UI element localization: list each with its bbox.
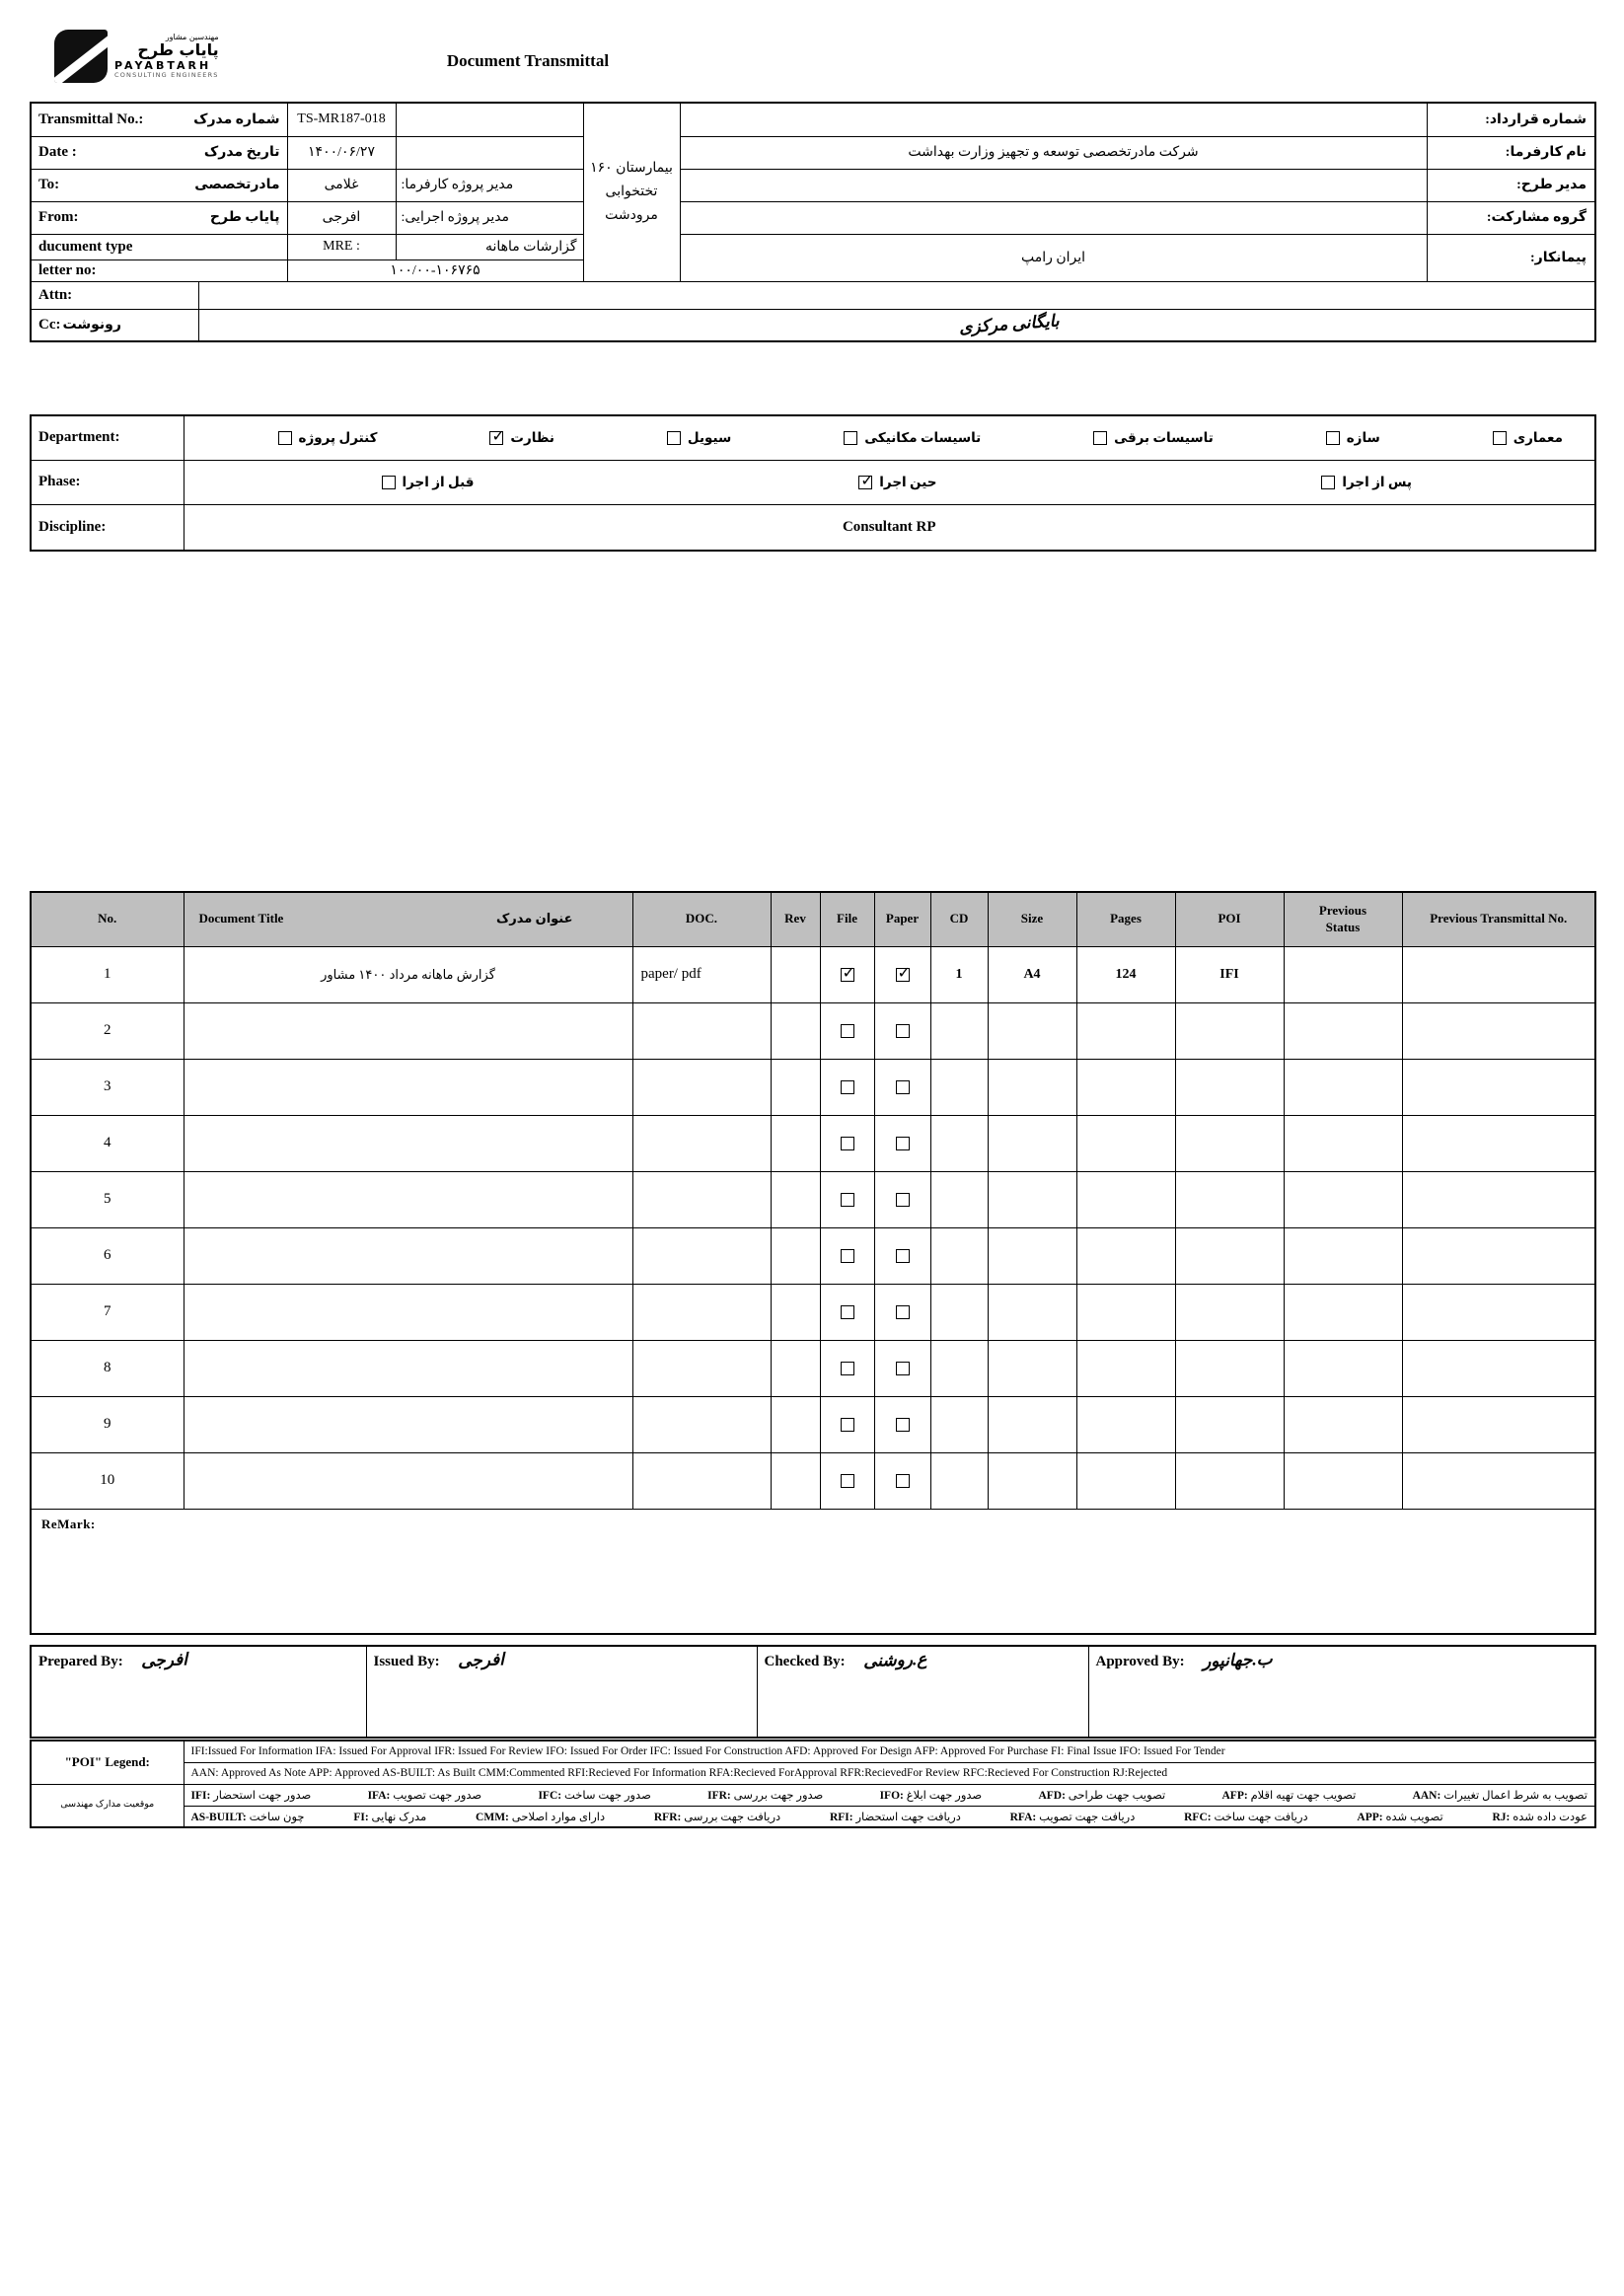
legend-item: FI: مدرک نهایی: [353, 1811, 427, 1823]
poi-legend-table: [30, 1740, 1596, 1828]
document-cell-poi: IFI: [1175, 946, 1284, 1002]
document-cell-size: [988, 1227, 1076, 1284]
department-checkbox[interactable]: [278, 431, 292, 445]
to-label: To:: [38, 177, 60, 192]
phase-option-label: قبل از اجرا: [402, 474, 475, 489]
poi-legend-fa-line2: [185, 1807, 1595, 1826]
col-header-prev-transmittal: Previous Transmittal No.: [1402, 892, 1595, 946]
document-cell-cd: [930, 1227, 988, 1284]
document-cell-title: [184, 1340, 632, 1396]
document-cell-prev-transmittal: [1402, 1284, 1595, 1340]
date-value: ۱۴۰۰/۰۶/۲۷: [287, 136, 396, 169]
document-cell-no: 5: [31, 1171, 184, 1227]
document-row: [31, 1340, 1595, 1396]
document-cell-paper: [874, 1059, 930, 1115]
document-cell-paper: [874, 1452, 930, 1509]
cc-value: [198, 309, 1595, 341]
legend-item: IFR: صدور جهت بررسی: [707, 1790, 824, 1802]
transmittal-no-label: Transmittal No.:: [38, 111, 144, 127]
document-cell-prev-status: [1284, 1227, 1402, 1284]
department-checkbox[interactable]: [489, 431, 503, 445]
document-cell-title: گزارش ماهانه مرداد ۱۴۰۰ مشاور: [184, 946, 632, 1002]
document-cell-rev: [771, 1452, 820, 1509]
department-checkbox[interactable]: [1493, 431, 1507, 445]
transmittal-info-table: [30, 102, 1596, 342]
approved-by-signature: ب.جهانپور: [1202, 1649, 1273, 1671]
document-cell-title: [184, 1002, 632, 1059]
col-header-poi: POI: [1175, 892, 1284, 946]
document-cell-rev: [771, 946, 820, 1002]
file-checkbox[interactable]: [841, 968, 854, 982]
empty-cell: [396, 136, 583, 169]
doctype-value-fa: گزارشات ماهانه: [396, 234, 583, 259]
file-checkbox[interactable]: [841, 1249, 854, 1263]
document-cell-prev-transmittal: [1402, 946, 1595, 1002]
document-cell-prev-transmittal: [1402, 1452, 1595, 1509]
document-cell-rev: [771, 1171, 820, 1227]
document-cell-size: [988, 1452, 1076, 1509]
paper-checkbox[interactable]: [896, 1362, 910, 1375]
document-cell-doc: [632, 1452, 771, 1509]
document-cell-rev: [771, 1284, 820, 1340]
contractor-value: ایران رامپ: [680, 234, 1427, 281]
document-cell-cd: [930, 1171, 988, 1227]
document-cell-doc: [632, 1059, 771, 1115]
document-cell-title: [184, 1227, 632, 1284]
document-row: [31, 1171, 1595, 1227]
poi-legend-fa-label: موقعیت مدارک مهندسی: [31, 1784, 184, 1827]
phase-checkbox[interactable]: [1321, 476, 1335, 489]
document-cell-doc: [632, 1115, 771, 1171]
document-cell-prev-transmittal: [1402, 1171, 1595, 1227]
document-cell-title: [184, 1284, 632, 1340]
remark-cell: [31, 1509, 1595, 1634]
document-cell-rev: [771, 1002, 820, 1059]
document-cell-cd: 1: [930, 946, 988, 1002]
document-cell-file: [820, 1227, 874, 1284]
discipline-label: Discipline:: [31, 504, 184, 551]
department-option: [1493, 430, 1563, 446]
document-cell-poi: [1175, 1284, 1284, 1340]
legend-item: RFC: دریافت جهت ساخت: [1184, 1811, 1308, 1823]
phase-option-label: پس از اجرا: [1342, 474, 1412, 489]
document-cell-poi: [1175, 1115, 1284, 1171]
document-cell-cd: [930, 1396, 988, 1452]
department-option: [489, 430, 554, 446]
legend-item: RFR: دریافت جهت بررسی: [653, 1811, 781, 1823]
document-cell-rev: [771, 1059, 820, 1115]
contractor-label: پیمانکار:: [1427, 234, 1595, 281]
document-cell-file: [820, 1452, 874, 1509]
jv-value: [680, 201, 1427, 234]
col-header-title-en: Document Title: [198, 911, 284, 926]
document-cell-doc: [632, 1340, 771, 1396]
contract-no-value: [680, 103, 1427, 136]
document-cell-cd: [930, 1115, 988, 1171]
file-checkbox[interactable]: [841, 1418, 854, 1432]
legend-item: AS-BUILT: چون ساخت: [190, 1811, 305, 1823]
issued-by-signature: افرجی: [457, 1650, 504, 1670]
contract-no-label: شماره قرارداد:: [1427, 103, 1595, 136]
document-cell-file: [820, 1002, 874, 1059]
legend-item: CMM: دارای موارد اصلاحی: [476, 1811, 606, 1823]
logo-en-sub: CONSULTING ENGINEERS: [114, 71, 219, 80]
paper-checkbox[interactable]: [896, 1474, 910, 1488]
legend-item: AFD: تصویب جهت طراحی: [1038, 1790, 1166, 1802]
document-cell-pages: [1076, 1059, 1175, 1115]
checked-by-label: Checked By:: [764, 1654, 846, 1669]
phase-options: [185, 475, 1595, 490]
legend-item: AAN: تصویب به شرط اعمال تغییرات: [1412, 1790, 1587, 1802]
logo-mark-icon: [54, 30, 108, 83]
document-row: [31, 1115, 1595, 1171]
from-role: مدیر پروژه اجرایی:: [396, 201, 583, 234]
doctype-label: ducument type: [38, 238, 133, 255]
col-header-pages: Pages: [1076, 892, 1175, 946]
document-cell-no: 3: [31, 1059, 184, 1115]
cc-label-fa: رونوشت: [62, 317, 121, 333]
to-value: مادرتخصصی: [194, 178, 280, 192]
col-header-rev: Rev: [771, 892, 820, 946]
document-cell-pages: [1076, 1396, 1175, 1452]
phase-label: Phase:: [31, 460, 184, 504]
paper-checkbox[interactable]: [896, 1305, 910, 1319]
discipline-value: Consultant RP: [184, 504, 1595, 551]
document-cell-file: [820, 1396, 874, 1452]
department-option: [278, 430, 378, 446]
document-cell-pages: [1076, 1452, 1175, 1509]
phase-checkbox[interactable]: [382, 476, 396, 489]
document-cell-size: [988, 1396, 1076, 1452]
document-row: [31, 1227, 1595, 1284]
design-manager-value: [680, 169, 1427, 201]
paper-checkbox[interactable]: [896, 1137, 910, 1150]
document-cell-cd: [930, 1284, 988, 1340]
document-row: [31, 1396, 1595, 1452]
from-value: پایاب طرح: [209, 210, 280, 225]
legend-item: IFC: صدور جهت ساخت: [538, 1790, 651, 1802]
document-row: [31, 1284, 1595, 1340]
department-checkbox[interactable]: [667, 431, 681, 445]
document-cell-file: [820, 1284, 874, 1340]
document-cell-poi: [1175, 1396, 1284, 1452]
document-cell-poi: [1175, 1452, 1284, 1509]
col-header-cd: CD: [930, 892, 988, 946]
empty-cell: [396, 103, 583, 136]
document-cell-prev-status: [1284, 1452, 1402, 1509]
department-option: [667, 430, 731, 446]
col-header-no: No.: [31, 892, 184, 946]
logo-slash-icon: [54, 34, 108, 83]
document-cell-title: [184, 1396, 632, 1452]
document-cell-poi: [1175, 1002, 1284, 1059]
document-cell-pages: 124: [1076, 946, 1175, 1002]
document-cell-size: [988, 1284, 1076, 1340]
document-cell-no: 9: [31, 1396, 184, 1452]
department-label: Department:: [31, 415, 184, 460]
document-row: [31, 1002, 1595, 1059]
logo-fa-name: پایاب طرح: [137, 40, 219, 60]
document-cell-doc: [632, 1227, 771, 1284]
document-cell-paper: [874, 1340, 930, 1396]
transmittal-no-value: TS-MR187-018: [287, 103, 396, 136]
file-checkbox[interactable]: [841, 1080, 854, 1094]
from-label: From:: [38, 209, 79, 225]
document-cell-prev-transmittal: [1402, 1340, 1595, 1396]
department-checkbox[interactable]: [844, 431, 857, 445]
document-cell-no: 1: [31, 946, 184, 1002]
document-cell-paper: [874, 1002, 930, 1059]
legend-item: RFA: دریافت جهت تصویب: [1009, 1811, 1136, 1823]
department-checkbox[interactable]: [1093, 431, 1107, 445]
legend-item: IFI: صدور جهت استحضار: [190, 1790, 312, 1802]
document-cell-pages: [1076, 1002, 1175, 1059]
document-cell-no: 10: [31, 1452, 184, 1509]
document-cell-no: 2: [31, 1002, 184, 1059]
col-header-prev-status: Previous Status: [1284, 892, 1402, 946]
document-cell-pages: [1076, 1227, 1175, 1284]
legend-item: AFP: تصویب جهت تهیه اقلام: [1221, 1790, 1357, 1802]
document-cell-prev-status: [1284, 1396, 1402, 1452]
document-cell-paper: [874, 946, 930, 1002]
document-cell-cd: [930, 1002, 988, 1059]
transmittal-no-label-fa: شماره مدرک: [193, 111, 280, 127]
issued-by-label: Issued By:: [373, 1654, 440, 1669]
phase-option: [1321, 475, 1412, 490]
document-cell-file: [820, 1059, 874, 1115]
document-cell-title: [184, 1171, 632, 1227]
phase-option: [858, 475, 936, 490]
letter-no-label: letter no:: [38, 261, 97, 278]
file-checkbox[interactable]: [841, 1305, 854, 1319]
legend-item: IFO: صدور جهت ابلاغ: [879, 1790, 983, 1802]
document-cell-title: [184, 1059, 632, 1115]
document-cell-no: 8: [31, 1340, 184, 1396]
department-checkbox[interactable]: [1326, 431, 1340, 445]
paper-checkbox[interactable]: [896, 1080, 910, 1094]
document-cell-cd: [930, 1452, 988, 1509]
document-cell-title: [184, 1115, 632, 1171]
document-cell-prev-transmittal: [1402, 1115, 1595, 1171]
document-cell-doc: [632, 1284, 771, 1340]
document-cell-cd: [930, 1059, 988, 1115]
document-cell-paper: [874, 1171, 930, 1227]
legend-item: RFI: دریافت جهت استحضار: [829, 1811, 961, 1823]
document-cell-pages: [1076, 1284, 1175, 1340]
document-cell-file: [820, 1115, 874, 1171]
document-cell-file: [820, 1171, 874, 1227]
project-name: بیمارستان ۱۶۰ تختخوابی مرودشت: [583, 103, 680, 281]
remark-label: ReMark:: [41, 1516, 96, 1531]
to-role: مدیر پروژه کارفرما:: [396, 169, 583, 201]
department-option-label: سازه: [1346, 429, 1380, 445]
department-option: [844, 430, 981, 446]
poi-legend-en-line2: AAN: Approved As Note APP: Approved AS-BUILT: As Built CMM:Commented RFI:Recieved For Information RFA:Recieved ForApproval RFR:RecievedFor Review RFC:Recieved For Construction RJ:Rejected: [184, 1762, 1595, 1784]
document-cell-file: [820, 946, 874, 1002]
document-cell-rev: [771, 1227, 820, 1284]
legend-item: APP: تصویب شده: [1357, 1811, 1443, 1823]
paper-checkbox[interactable]: [896, 968, 910, 982]
document-cell-doc: [632, 1171, 771, 1227]
document-cell-title: [184, 1452, 632, 1509]
document-cell-poi: [1175, 1227, 1284, 1284]
document-cell-file: [820, 1340, 874, 1396]
paper-checkbox[interactable]: [896, 1193, 910, 1207]
document-cell-prev-transmittal: [1402, 1002, 1595, 1059]
classification-table: [30, 414, 1596, 552]
document-cell-prev-transmittal: [1402, 1396, 1595, 1452]
document-cell-rev: [771, 1115, 820, 1171]
document-cell-prev-transmittal: [1402, 1227, 1595, 1284]
cc-label: Cc:: [38, 316, 61, 333]
document-cell-pages: [1076, 1115, 1175, 1171]
document-cell-cd: [930, 1340, 988, 1396]
file-checkbox[interactable]: [841, 1137, 854, 1150]
document-cell-no: 4: [31, 1115, 184, 1171]
phase-option: [382, 475, 475, 490]
col-header-file: File: [820, 892, 874, 946]
signatures-table: [30, 1645, 1596, 1739]
phase-option-label: حین اجرا: [879, 474, 937, 489]
file-checkbox[interactable]: [841, 1474, 854, 1488]
date-label: Date :: [38, 144, 77, 160]
document-cell-pages: [1076, 1171, 1175, 1227]
department-option: [1326, 430, 1380, 446]
checked-by-signature: ع.روشنی: [862, 1649, 927, 1671]
document-cell-size: [988, 1002, 1076, 1059]
paper-checkbox[interactable]: [896, 1249, 910, 1263]
document-row: [31, 1452, 1595, 1509]
document-cell-poi: [1175, 1340, 1284, 1396]
file-checkbox[interactable]: [841, 1362, 854, 1375]
file-checkbox[interactable]: [841, 1193, 854, 1207]
document-cell-prev-status: [1284, 1059, 1402, 1115]
col-header-size: Size: [988, 892, 1076, 946]
letter-no-value: ۱۰۰/۰۰-۱۰۶۷۶۵: [287, 259, 583, 281]
prepared-by-signature: افرجی: [140, 1650, 187, 1670]
page-title: Document Transmittal: [446, 51, 610, 70]
poi-legend-fa-line1: [185, 1785, 1595, 1805]
document-cell-prev-transmittal: [1402, 1059, 1595, 1115]
document-row: [31, 1059, 1595, 1115]
paper-checkbox[interactable]: [896, 1024, 910, 1038]
document-cell-prev-status: [1284, 1171, 1402, 1227]
col-header-paper: Paper: [874, 892, 930, 946]
document-cell-size: [988, 1171, 1076, 1227]
document-cell-prev-status: [1284, 1340, 1402, 1396]
document-cell-pages: [1076, 1340, 1175, 1396]
cc-signature: بایگانی مرکزی: [957, 311, 1060, 337]
prepared-by-label: Prepared By:: [38, 1654, 123, 1669]
approved-by-label: Approved By:: [1095, 1654, 1185, 1669]
logo-en-name: PAYABTARH: [114, 58, 212, 72]
col-header-title-fa: عنوان مدرک: [496, 911, 573, 926]
department-option-label: معماری: [1513, 429, 1563, 445]
document-cell-prev-status: [1284, 1002, 1402, 1059]
document-cell-prev-status: [1284, 1284, 1402, 1340]
file-checkbox[interactable]: [841, 1024, 854, 1038]
paper-checkbox[interactable]: [896, 1418, 910, 1432]
document-cell-doc: [632, 1396, 771, 1452]
col-header-doc: DOC.: [632, 892, 771, 946]
document-cell-prev-status: [1284, 1115, 1402, 1171]
document-cell-no: 6: [31, 1227, 184, 1284]
document-cell-rev: [771, 1396, 820, 1452]
doctype-value: MRE :: [287, 234, 396, 259]
documents-table: [30, 891, 1596, 1635]
attn-value: [198, 281, 1595, 309]
department-option-label: تاسیسات برقی: [1114, 429, 1214, 445]
department-option-label: تاسیسات مکانیکی: [864, 429, 982, 445]
poi-legend-en-line1: IFI:Issued For Information IFA: Issued For Approval IFR: Issued For Review IFO: Issued For Order IFC: Issued For Construction AFD: Approved For Design AFP: Approved For Purchase FI: Final Issue IFO: Issued For Tender: [184, 1741, 1595, 1762]
document-row: [31, 946, 1595, 1002]
document-cell-paper: [874, 1284, 930, 1340]
document-cell-no: 7: [31, 1284, 184, 1340]
date-label-fa: تاریخ مدرک: [203, 145, 280, 160]
client-name-label: نام کارفرما:: [1427, 136, 1595, 169]
department-option-label: نظارت: [510, 429, 555, 445]
document-cell-prev-status: [1284, 946, 1402, 1002]
document-cell-poi: [1175, 1059, 1284, 1115]
legend-item: RJ: عودت داده شده: [1492, 1811, 1587, 1823]
department-options: [185, 430, 1595, 446]
document-cell-size: [988, 1059, 1076, 1115]
document-cell-doc: [632, 1002, 771, 1059]
logo-fa-top: مهندسین مشاور: [165, 33, 219, 42]
document-cell-doc: paper/ pdf: [632, 946, 771, 1002]
document-cell-paper: [874, 1227, 930, 1284]
phase-checkbox[interactable]: [858, 476, 872, 489]
department-option-label: سیویل: [687, 429, 732, 445]
document-cell-paper: [874, 1396, 930, 1452]
jv-label: گروه مشارکت:: [1427, 201, 1595, 234]
document-cell-size: [988, 1340, 1076, 1396]
document-cell-size: A4: [988, 946, 1076, 1002]
document-cell-size: [988, 1115, 1076, 1171]
document-cell-paper: [874, 1115, 930, 1171]
logo-text: [114, 33, 219, 80]
department-option: [1093, 430, 1214, 446]
from-person: افرجی: [287, 201, 396, 234]
to-person: غلامی: [287, 169, 396, 201]
company-logo: [54, 30, 219, 83]
poi-legend-label: "POI" Legend:: [31, 1741, 184, 1784]
client-name-value: شرکت مادرتخصصی توسعه و تجهیز وزارت بهداشت: [680, 136, 1427, 169]
document-cell-poi: [1175, 1171, 1284, 1227]
department-option-label: کنترل پروژه: [298, 429, 378, 445]
legend-item: IFA: صدور جهت تصویب: [367, 1790, 482, 1802]
document-cell-rev: [771, 1340, 820, 1396]
attn-label: Attn:: [38, 286, 73, 303]
design-manager-label: مدیر طرح:: [1427, 169, 1595, 201]
